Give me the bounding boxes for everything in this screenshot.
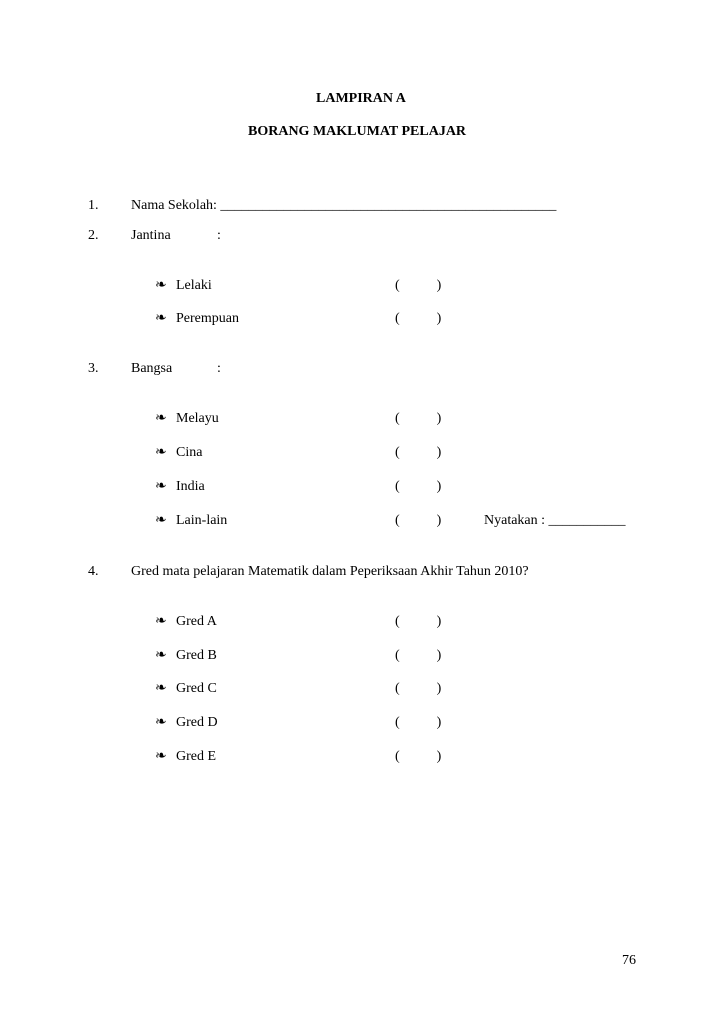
floral-bullet-icon: ❧ xyxy=(155,445,167,460)
floral-bullet-icon: ❧ xyxy=(155,513,167,528)
q2-label: Jantina xyxy=(131,228,171,243)
q4-option-label: Gred D xyxy=(176,715,218,730)
floral-bullet-icon: ❧ xyxy=(155,311,167,326)
q3-option-checkbox[interactable] xyxy=(395,445,441,461)
floral-bullet-icon: ❧ xyxy=(155,715,167,730)
paren-open: ( xyxy=(395,278,400,293)
q4-option-checkbox[interactable] xyxy=(395,681,441,697)
q4-option-checkbox[interactable] xyxy=(395,648,441,664)
page-number: 76 xyxy=(622,953,636,968)
paren-close: ) xyxy=(436,614,442,629)
paren-open: ( xyxy=(395,749,400,764)
school-name-blank[interactable]: ________________________________________________ xyxy=(220,198,557,213)
q1-number: 1. xyxy=(88,198,99,213)
q1-label-text: Nama Sekolah: xyxy=(131,198,217,213)
floral-bullet-icon: ❧ xyxy=(155,681,167,696)
floral-bullet-icon: ❧ xyxy=(155,648,167,663)
q3-option-label: Cina xyxy=(176,445,203,460)
q3-option-label: Lain-lain xyxy=(176,513,228,528)
form-title: BORANG MAKLUMAT PELAJAR xyxy=(248,124,467,139)
paren-open: ( xyxy=(395,411,400,426)
q4-option-checkbox[interactable] xyxy=(395,614,441,630)
q3-label: Bangsa xyxy=(131,361,173,376)
paren-close: ) xyxy=(436,479,442,494)
q3-option-label: Melayu xyxy=(176,411,219,426)
paren-close: ) xyxy=(436,445,442,460)
q2-colon: : xyxy=(217,228,221,243)
q4-option-label: Gred B xyxy=(176,648,217,663)
paren-open: ( xyxy=(395,513,400,528)
paren-open: ( xyxy=(395,479,400,494)
q4-option-checkbox[interactable] xyxy=(395,749,441,765)
paren-close: ) xyxy=(436,749,442,764)
q3-option-checkbox[interactable] xyxy=(395,479,441,495)
race-specify-field[interactable]: Nyatakan : ___________ xyxy=(484,513,626,528)
floral-bullet-icon: ❧ xyxy=(155,411,167,426)
paren-close: ) xyxy=(436,513,442,528)
q2-option-label: Perempuan xyxy=(176,311,239,326)
q2-option-label: Lelaki xyxy=(176,278,212,293)
paren-close: ) xyxy=(436,278,442,293)
q4-option-label: Gred A xyxy=(176,614,217,629)
paren-open: ( xyxy=(395,614,400,629)
paren-close: ) xyxy=(436,681,442,696)
paren-close: ) xyxy=(436,311,442,326)
paren-open: ( xyxy=(395,715,400,730)
floral-bullet-icon: ❧ xyxy=(155,614,167,629)
paren-close: ) xyxy=(436,715,442,730)
paren-open: ( xyxy=(395,648,400,663)
floral-bullet-icon: ❧ xyxy=(155,278,167,293)
q2-option-checkbox[interactable] xyxy=(395,278,441,294)
appendix-heading: LAMPIRAN A xyxy=(316,91,406,106)
q4-label: Gred mata pelajaran Matematik dalam Peperiksaan Akhir Tahun 2010? xyxy=(131,564,529,579)
q3-option-checkbox[interactable] xyxy=(395,411,441,427)
paren-open: ( xyxy=(395,445,400,460)
floral-bullet-icon: ❧ xyxy=(155,749,167,764)
paren-open: ( xyxy=(395,681,400,696)
q4-option-checkbox[interactable] xyxy=(395,715,441,731)
q4-option-label: Gred E xyxy=(176,749,217,764)
paren-close: ) xyxy=(436,411,442,426)
q2-number: 2. xyxy=(88,228,99,243)
q2-option-checkbox[interactable] xyxy=(395,311,441,327)
paren-open: ( xyxy=(395,311,400,326)
q3-option-checkbox[interactable] xyxy=(395,513,441,529)
q3-option-label: India xyxy=(176,479,205,494)
paren-close: ) xyxy=(436,648,442,663)
q4-number: 4. xyxy=(88,564,99,579)
q3-number: 3. xyxy=(88,361,99,376)
q1-label xyxy=(131,198,556,214)
floral-bullet-icon: ❧ xyxy=(155,479,167,494)
q3-colon: : xyxy=(217,361,221,376)
q4-option-label: Gred C xyxy=(176,681,217,696)
